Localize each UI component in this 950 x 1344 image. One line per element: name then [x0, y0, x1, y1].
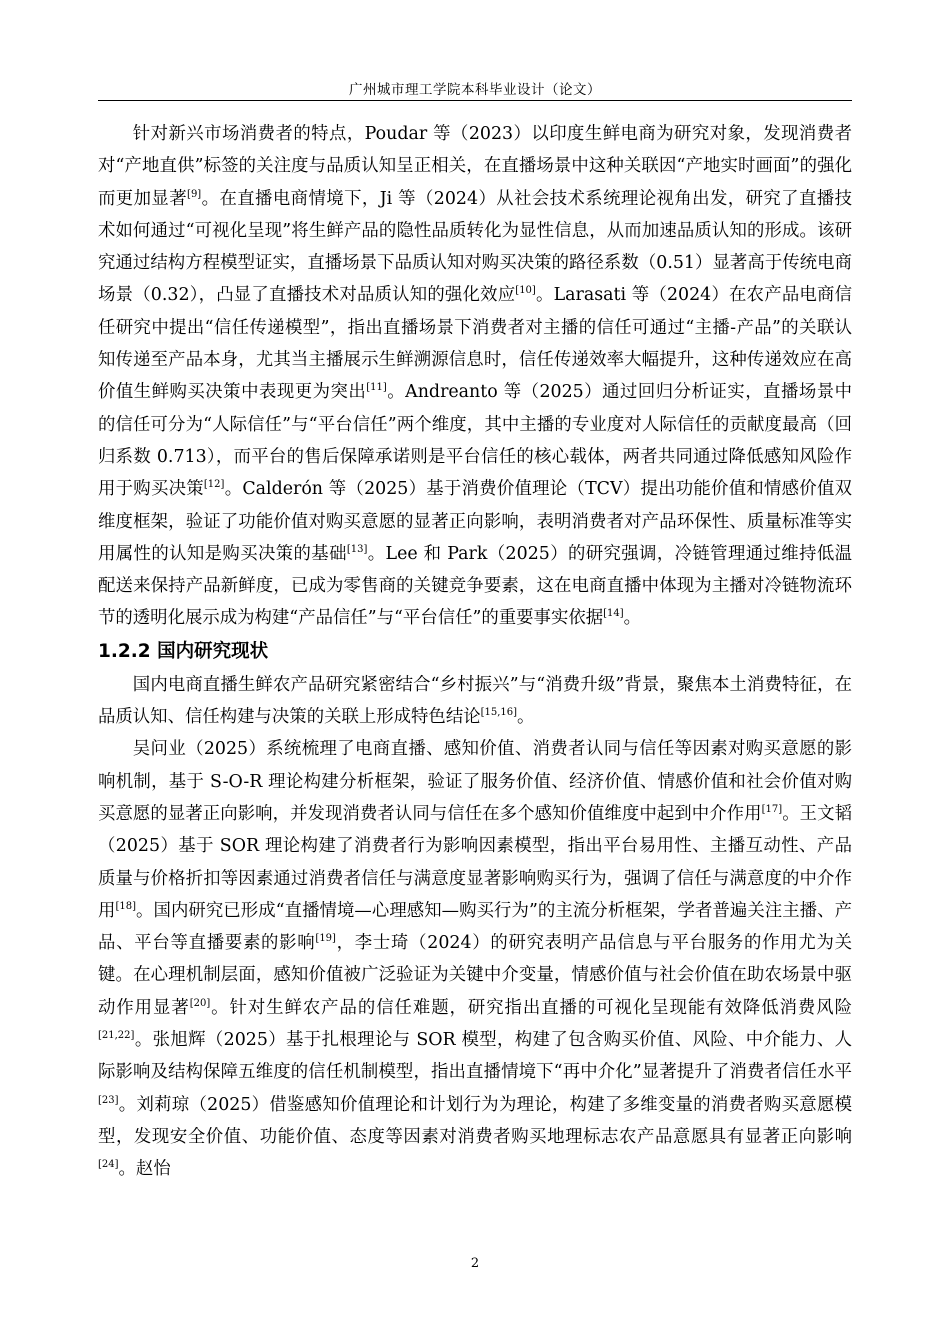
citation-marker: [24] [98, 1159, 119, 1171]
citation-marker: [10] [515, 285, 536, 297]
citation-marker: [11] [366, 382, 387, 394]
paragraph-domestic-intro [98, 669, 852, 734]
running-header: 广州城市理工学院本科毕业设计（论文） [349, 82, 601, 98]
page-number: 2 [470, 1256, 480, 1271]
citation-marker: [20] [189, 997, 211, 1009]
section-heading: 1.2.2 国内研究现状 [98, 640, 269, 662]
citation-marker: [21,22] [98, 1030, 135, 1042]
citation-marker: [18] [115, 901, 136, 913]
citation-marker: [14] [603, 608, 624, 620]
paragraph-text: 国内电商直播生鲜农产品研究紧密结合“乡村振兴”与“消费升级”背景，聚焦本土消费特征，在品质认知、信任构建与决策的关联上形成特色结论[15,16]。 [98, 674, 852, 728]
citation-marker: [19] [315, 933, 336, 945]
paragraph-text: 针对新兴市场消费者的特点，Poudar 等（2023）以印度生鲜电商为研究对象，发现消费者对“产地直供”标签的关注度与品质认知呈正相关，在直播场景中这种关联因“产地实时画面”的强化而更加显著[9]。在直播电商情境下，Ji 等（2024）从社会技术系统理论视角出发，研究了直播技术如何通过“可视化呈现”将生鲜产品的隐性品质转化为显性信息，从而加速品质认知的形成。该研究通过结构方程模型证实，直播场景下品质认知对购买决策的路径系数（0.51）显著高于传统电商场景（0.32），凸显了直播技术对品质认知的强化效应[10]。Larasati 等（2024）在农产品电商信任研究中提出“信任传递模型”，指出直播场景下消费者对主播的信任可通过“主播-产品”的关联认知传递至产品本身，尤其当主播展示生鲜溯源信息时，信任传递效率大幅提升，这种传递效应在高价值生鲜购买决策中表现更为突出[11]。Andreanto 等（2025）通过回归分析证实，直播场景中的信任可分为“人际信任”与“平台信任”两个维度，其中主播的专业度对人际信任的贡献度最高（回归系数 0.713），而平台的售后保障承诺则是平台信任的核心载体，两者共同通过降低感知风险作用于购买决策[12]。Calderón 等（2025）基于消费价值理论（TCV）提出功能价值和情感价值双维度框架，验证了功能价值对购买意愿的显著正向影响，表明消费者对产品环保性、质量标准等实用属性的认知是购买决策的基础[13]。Lee 和 Park（2025）的研究强调，冷链管理通过维持低温配送来保持产品新鲜度，已成为零售商的关键竞争要素，这在电商直播中体现为主播对冷链物流环节的透明化展示成为构建“产品信任”与“平台信任”的重要事实依据[14]。 [98, 124, 852, 629]
header-rule [98, 100, 852, 101]
citation-marker: [12] [203, 479, 225, 491]
paragraph-domestic-review [98, 733, 852, 1185]
citation-marker: [13] [346, 544, 368, 556]
paragraph-foreign-research [98, 118, 852, 635]
citation-marker: [9] [187, 188, 202, 200]
citation-marker: [17] [761, 804, 783, 816]
body-text [98, 118, 852, 1186]
citation-marker: [15,16] [480, 707, 518, 719]
paragraph-text: 吴问业（2025）系统梳理了电商直播、感知价值、消费者认同与信任等因素对购买意愿的影响机制，基于 S-O-R 理论构建分析框架，验证了服务价值、经济价值、情感价值和社会价值对购买意愿的显著正向影响，并发现消费者认同与信任在多个感知价值维度中起到中介作用[17]。王文韬（2025）基于 SOR 理论构建了消费者行为影响因素模型，指出平台易用性、主播互动性、产品质量与价格折扣等因素通过消费者信任与满意度显著影响购买行为，强调了信任与满意度的中介作用[18]。国内研究已形成“直播情境—心理感知—购买行为”的主流分析框架，学者普遍关注主播、产品、平台等直播要素的影响[19]，李士琦（2024）的研究表明产品信息与平台服务的作用尤为关键。在心理机制层面，感知价值被广泛验证为关键中介变量，情感价值与社会价值在助农场景中驱动作用显著[20]。针对生鲜农产品的信任难题，研究指出直播的可视化呈现能有效降低消费风险[21,22]。张旭辉（2025）基于扎根理论与 SOR 模型，构建了包含购买价值、风险、中介能力、人际影响及结构保障五维度的信任机制模型，指出直播情境下“再中介化”显著提升了消费者信任水平[23]。刘莉琼（2025）借鉴感知价值理论和计划行为为理论，构建了多维变量的消费者购买意愿模型，发现安全价值、功能价值、态度等因素对消费者购买地理标志农产品意愿具有显著正向影响[24]。赵怡 [98, 739, 852, 1180]
citation-marker: [23] [98, 1094, 119, 1106]
